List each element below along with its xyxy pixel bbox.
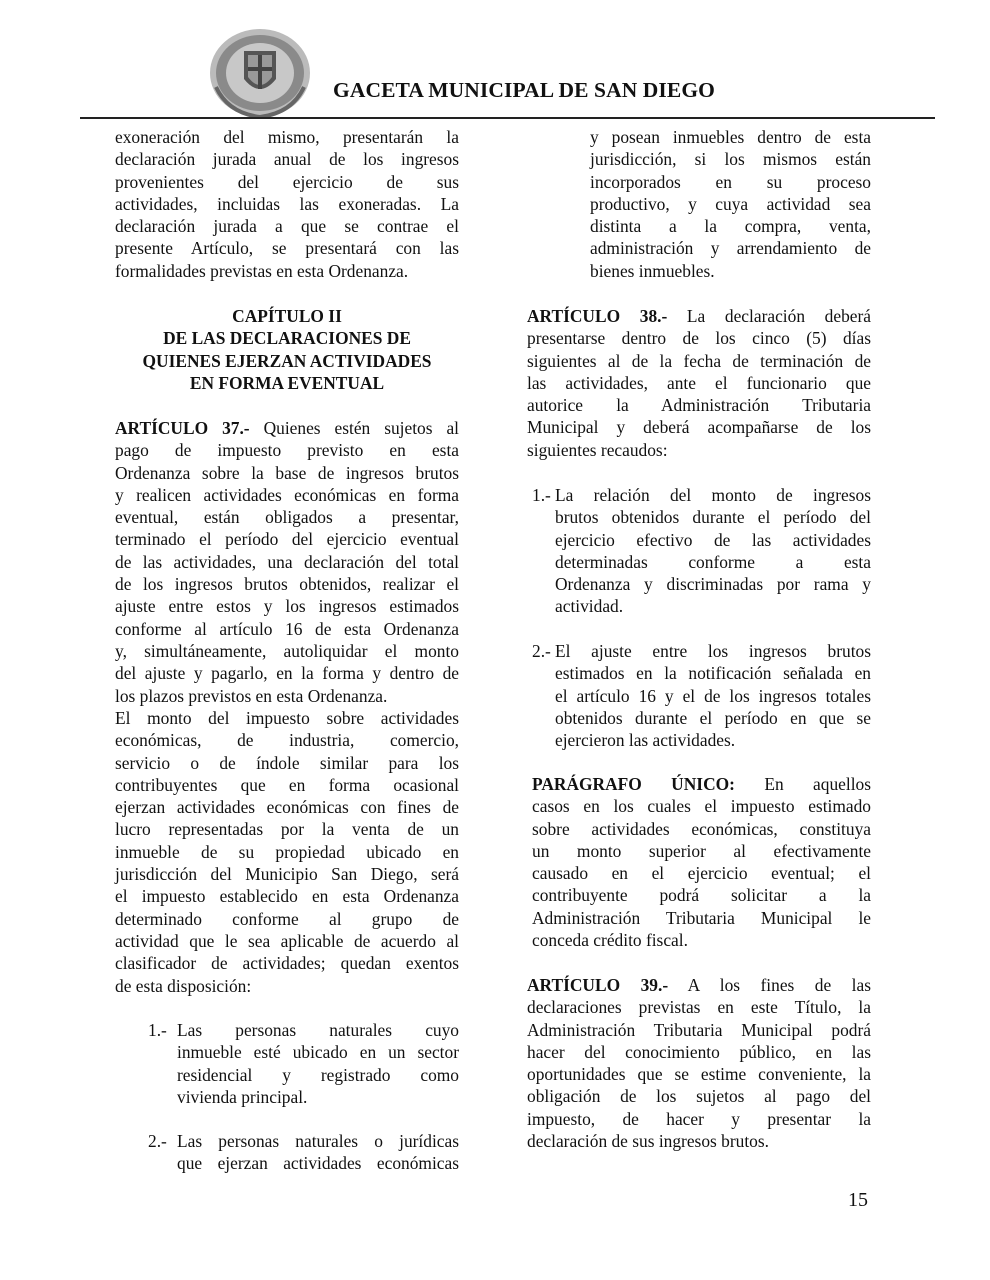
- text-line: [555, 707, 871, 729]
- text-line: [527, 416, 871, 438]
- header-divider: [80, 117, 935, 119]
- text-line: [527, 1085, 871, 1107]
- line-text: oportunidades que se estime conveniente, la: [527, 1064, 871, 1085]
- text-line: [527, 305, 871, 327]
- line-text: de esta disposición:: [115, 975, 252, 996]
- line-text: obtenidos durante el período en que se: [555, 707, 871, 728]
- line-text: El monto del impuesto sobre actividades: [115, 708, 459, 728]
- line-text: exoneración del mismo, presentarán la: [115, 127, 459, 147]
- text-line: [115, 885, 459, 907]
- line-text: estimados en la notificación señalada en: [555, 663, 871, 684]
- line-text: eventual, están obligados a presentar,: [115, 507, 459, 528]
- line-text: presente Artículo, se presentará con las: [115, 238, 459, 259]
- text-line: [115, 126, 459, 148]
- article-paragraph: [527, 974, 871, 1152]
- text-line: [115, 908, 459, 930]
- list-number: 1.-: [532, 485, 551, 505]
- text-line: [555, 640, 871, 662]
- text-line: [555, 551, 871, 573]
- line-text: sobre actividades económicas, constituya: [532, 818, 871, 839]
- text-line: [115, 237, 459, 259]
- text-line: [527, 974, 871, 996]
- text-line: [555, 685, 871, 707]
- text-line: [527, 1041, 871, 1063]
- text-line: [115, 752, 459, 774]
- text-line: [115, 305, 459, 327]
- paragraph: [590, 126, 871, 282]
- line-text: conforme al artículo 16 de esta Ordenanza: [115, 618, 459, 639]
- text-line: [532, 929, 871, 951]
- line-text: Administración Tributaria Municipal le: [532, 907, 871, 928]
- line-text: contribuyente podrá solicitar a la: [532, 885, 871, 906]
- text-line: [590, 193, 871, 215]
- text-line: [527, 1019, 871, 1041]
- line-text: distinta a la compra, venta,: [590, 216, 871, 237]
- text-line: [115, 573, 459, 595]
- line-text: Municipal y deberá acompañarse de los: [527, 417, 871, 438]
- text-line: [115, 640, 459, 662]
- list-number: 2.-: [148, 1131, 167, 1151]
- list-item: [148, 1019, 459, 1108]
- text-line: [115, 863, 459, 885]
- line-text: formalidades previstas en esta Ordenanza.: [115, 260, 409, 281]
- line-text: el artículo 16 y el de los ingresos totales: [555, 685, 871, 706]
- line-text: causado en el ejercicio eventual; el: [532, 863, 871, 884]
- text-line: [527, 1108, 871, 1130]
- municipal-seal-logo: [208, 27, 312, 119]
- text-line: [527, 394, 871, 416]
- line-text: Administración Tributaria Municipal podrá: [527, 1019, 871, 1040]
- line-text: contribuyentes que en forma ocasional: [115, 774, 459, 795]
- text-line: [555, 662, 871, 684]
- text-line: [527, 327, 871, 349]
- line-text: clasificador de actividades; quedan exentos: [115, 953, 459, 974]
- text-line: [532, 795, 871, 817]
- line-text: Ordenanza y discriminadas por rama y: [555, 574, 871, 595]
- text-line: [115, 260, 459, 282]
- line-text: El ajuste entre los ingresos brutos: [555, 641, 871, 661]
- line-text: bienes inmuebles.: [590, 260, 715, 281]
- line-text: vivienda principal.: [177, 1086, 308, 1107]
- line-text: los plazos previstos en esta Ordenanza.: [115, 685, 388, 706]
- line-text: terminado el período del ejercicio eventual: [115, 529, 459, 550]
- line-text: hacer del conocimiento público, en las: [527, 1041, 871, 1062]
- text-line: [527, 439, 871, 461]
- list-item-text: [177, 1130, 459, 1175]
- line-text: servicio o de índole similar para los: [115, 752, 459, 773]
- line-text: residencial y registrado como: [177, 1064, 459, 1085]
- text-line: [115, 707, 459, 729]
- line-text: provenientes del ejercicio de sus: [115, 171, 459, 192]
- line-text: CAPÍTULO II: [232, 306, 342, 326]
- line-text: brutos obtenidos durante el período del: [555, 507, 871, 528]
- article-label: ARTÍCULO 38.-: [527, 306, 668, 326]
- text-line: [527, 1063, 871, 1085]
- text-line: [555, 729, 871, 751]
- line-text: presentarse dentro de los cinco (5) días: [527, 328, 871, 349]
- text-line: [177, 1041, 459, 1063]
- line-text: ejercicio efectivo de las actividades: [555, 529, 871, 550]
- text-line: [177, 1019, 459, 1041]
- text-line: [115, 841, 459, 863]
- line-text: Las personas naturales cuyo: [177, 1020, 459, 1040]
- line-text: Las personas naturales o jurídicas: [177, 1131, 459, 1151]
- text-line: [532, 818, 871, 840]
- line-text: y, simultáneamente, autoliquidar el monto: [115, 640, 459, 661]
- paragraph: [115, 707, 459, 997]
- line-text: determinadas conforme a esta: [555, 551, 871, 572]
- line-text: A los fines de las: [668, 975, 872, 995]
- paragraph: [115, 126, 459, 282]
- text-line: [555, 484, 871, 506]
- line-text: actividades, incluidas las exoneradas. La: [115, 193, 459, 214]
- text-line: [177, 1152, 459, 1174]
- line-text: y realicen actividades económicas en forma: [115, 484, 459, 505]
- text-line: [115, 595, 459, 617]
- line-text: La relación del monto de ingresos: [555, 485, 871, 505]
- text-line: [555, 529, 871, 551]
- text-line: [115, 506, 459, 528]
- text-line: [115, 193, 459, 215]
- article-label: ARTÍCULO 39.-: [527, 975, 669, 995]
- text-line: [555, 595, 871, 617]
- line-text: actividad que le sea aplicable de acuerdo al: [115, 930, 459, 951]
- text-line: [115, 662, 459, 684]
- line-text: obligación de los sujetos al pago del: [527, 1086, 871, 1107]
- list-number: 1.-: [148, 1020, 167, 1040]
- line-text: declaración jurada anual de los ingresos: [115, 149, 459, 170]
- line-text: declaración jurada a que se contrae el: [115, 216, 459, 237]
- text-line: [590, 215, 871, 237]
- text-line: [177, 1086, 459, 1108]
- line-text: siguientes al de la fecha de terminación de: [527, 350, 871, 371]
- article-paragraph: [115, 417, 459, 707]
- text-line: [527, 996, 871, 1018]
- text-line: [590, 260, 871, 282]
- text-line: [115, 975, 459, 997]
- line-text: conceda crédito fiscal.: [532, 930, 688, 951]
- list-number: 2.-: [532, 641, 551, 661]
- text-line: [115, 462, 459, 484]
- text-line: [115, 618, 459, 640]
- line-text: declaración de sus ingresos brutos.: [527, 1131, 769, 1152]
- text-line: [115, 551, 459, 573]
- text-line: [115, 729, 459, 751]
- line-text: autorice la Administración Tributaria: [527, 395, 871, 416]
- text-line: [527, 1130, 871, 1152]
- text-line: [532, 773, 871, 795]
- text-line: [115, 148, 459, 170]
- article-paragraph: [532, 773, 871, 951]
- list-item: [532, 484, 871, 618]
- gazette-title: GACETA MUNICIPAL DE SAN DIEGO: [333, 78, 715, 102]
- list-item: [532, 640, 871, 751]
- line-text: de las actividades, una declaración del total: [115, 551, 459, 572]
- text-line: [527, 350, 871, 372]
- text-line: [115, 327, 459, 349]
- text-line: [115, 417, 459, 439]
- line-text: de los ingresos brutos obtenidos, realizar el: [115, 574, 459, 595]
- text-line: [115, 439, 459, 461]
- text-line: [115, 484, 459, 506]
- text-line: [590, 237, 871, 259]
- line-text: Ordenanza sobre la base de ingresos brutos: [115, 462, 459, 483]
- text-line: [555, 573, 871, 595]
- article-label: ARTÍCULO 37.-: [115, 418, 250, 438]
- line-text: que ejerzan actividades económicas: [177, 1153, 459, 1174]
- text-line: [115, 685, 459, 707]
- list-item-text: [555, 640, 871, 751]
- line-text: lucro representadas por la venta de un: [115, 819, 459, 840]
- list-item-text: [555, 484, 871, 618]
- text-line: [115, 528, 459, 550]
- text-line: [532, 862, 871, 884]
- text-line: [532, 840, 871, 862]
- text-line: [555, 506, 871, 528]
- line-text: La declaración deberá: [667, 306, 871, 326]
- text-line: [115, 930, 459, 952]
- list-item: [148, 1130, 459, 1175]
- line-text: casos en los cuales el impuesto estimado: [532, 796, 871, 817]
- line-text: jurisdicción del Municipio San Diego, será: [115, 864, 459, 885]
- line-text: ejercieron las actividades.: [555, 730, 736, 751]
- line-text: pago de impuesto previsto en esta: [115, 440, 459, 461]
- article-label: PARÁGRAFO ÚNICO:: [532, 774, 735, 794]
- text-line: [177, 1130, 459, 1152]
- line-text: y posean inmuebles dentro de esta: [590, 127, 871, 147]
- text-line: [590, 148, 871, 170]
- line-text: declaraciones previstas en este Título, la: [527, 997, 871, 1018]
- line-text: las actividades, ante el funcionario que: [527, 372, 871, 393]
- line-text: productivo, y cuya actividad sea: [590, 193, 871, 214]
- text-line: [527, 372, 871, 394]
- text-line: [532, 907, 871, 929]
- text-line: [115, 215, 459, 237]
- line-text: del ajuste y pagarlo, en la forma y dentro de: [115, 663, 459, 684]
- text-line: [177, 1064, 459, 1086]
- list-item-text: [177, 1019, 459, 1108]
- line-text: un monto superior al efectivamente: [532, 840, 871, 861]
- text-line: [590, 171, 871, 193]
- line-text: ajuste entre estos y los ingresos estimados: [115, 596, 459, 617]
- line-text: incorporados en su proceso: [590, 171, 871, 192]
- line-text: Quienes estén sujetos al: [249, 418, 460, 438]
- line-text: ejerzan actividades económicas con fines de: [115, 797, 459, 818]
- line-text: EN FORMA EVENTUAL: [189, 372, 385, 393]
- text-line: [115, 372, 459, 394]
- text-line: [115, 818, 459, 840]
- text-line: [115, 774, 459, 796]
- text-line: [115, 350, 459, 372]
- article-paragraph: [527, 305, 871, 461]
- text-line: [115, 952, 459, 974]
- page-number: 15: [848, 1189, 868, 1211]
- line-text: inmueble de su propiedad ubicado en: [115, 841, 459, 862]
- line-text: económicas, de industria, comercio,: [115, 730, 459, 751]
- line-text: En aquellos: [734, 774, 871, 794]
- line-text: impuesto, de hacer y presentar la: [527, 1108, 871, 1129]
- text-line: [532, 884, 871, 906]
- line-text: QUIENES EJERZAN ACTIVIDADES: [142, 350, 432, 371]
- line-text: administración y arrendamiento de: [590, 238, 871, 259]
- text-line: [115, 796, 459, 818]
- chapter-heading: [115, 305, 459, 394]
- line-text: siguientes recaudos:: [527, 439, 668, 460]
- line-text: el impuesto establecido en esta Ordenanza: [115, 886, 459, 907]
- line-text: determinado conforme al grupo de: [115, 908, 459, 929]
- text-line: [590, 126, 871, 148]
- line-text: inmueble esté ubicado en un sector: [177, 1042, 459, 1063]
- text-line: [115, 171, 459, 193]
- line-text: jurisdicción, si los mismos están: [590, 149, 871, 170]
- line-text: DE LAS DECLARACIONES DE: [163, 328, 411, 349]
- line-text: actividad.: [555, 596, 624, 617]
